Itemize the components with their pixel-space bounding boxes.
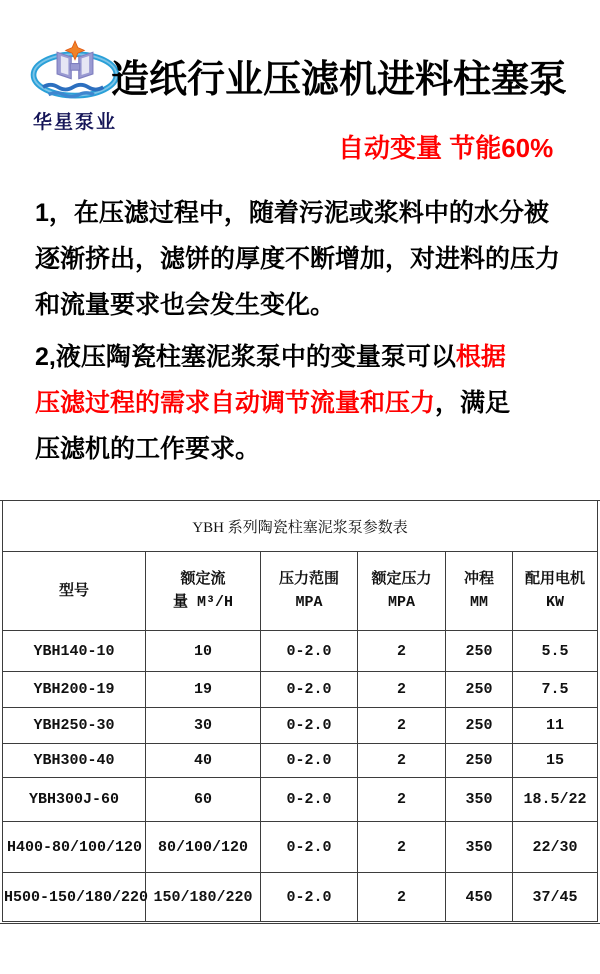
paragraph-line: [35, 334, 510, 380]
table-row: [3, 672, 598, 708]
table-row: [3, 873, 598, 922]
spec-table: [2, 500, 598, 922]
paragraph-line: [35, 426, 510, 472]
value-cell: 450: [446, 873, 513, 922]
paragraph-line: [35, 236, 560, 282]
paragraph-2: [35, 334, 510, 472]
body-text: 1，在压滤过程中，随着污泥或浆料中的水分被: [35, 199, 549, 227]
value-cell: 5.5: [513, 631, 598, 672]
value-cell: 2: [358, 708, 446, 744]
paragraph-1: [35, 190, 560, 328]
value-cell: 2: [358, 631, 446, 672]
value-cell: 250: [446, 708, 513, 744]
table-title: YBH 系列陶瓷柱塞泥浆泵参数表: [3, 501, 598, 552]
body-text: 和流量要求也会发生变化。: [35, 291, 336, 319]
tagline: 自动变量 节能60%: [338, 133, 554, 163]
model-cell: YBH140-10: [3, 631, 146, 672]
value-cell: 250: [446, 672, 513, 708]
table-bottom-rule: [0, 923, 600, 924]
column-header: 额定压力 MPA: [358, 552, 446, 631]
table-row: [3, 744, 598, 778]
value-cell: 0-2.0: [261, 822, 358, 873]
value-cell: 15: [513, 744, 598, 778]
highlight-text: 根据: [455, 343, 506, 371]
value-cell: 10: [146, 631, 261, 672]
table-row: [3, 708, 598, 744]
column-header: 冲程 MM: [446, 552, 513, 631]
paragraph-line: [35, 282, 560, 328]
value-cell: 350: [446, 778, 513, 822]
value-cell: 7.5: [513, 672, 598, 708]
table-row: [3, 631, 598, 672]
value-cell: 2: [358, 822, 446, 873]
model-cell: YBH300J-60: [3, 778, 146, 822]
model-cell: H500-150/180/220: [3, 873, 146, 922]
value-cell: 2: [358, 873, 446, 922]
value-cell: 0-2.0: [261, 873, 358, 922]
value-cell: 18.5/22: [513, 778, 598, 822]
value-cell: 0-2.0: [261, 672, 358, 708]
value-cell: 250: [446, 744, 513, 778]
huaxing-pump-logo-icon: [28, 40, 122, 106]
column-header: 配用电机 KW: [513, 552, 598, 631]
spec-table-grid: [2, 500, 598, 922]
table-row: [3, 778, 598, 822]
column-header: 压力范围 MPA: [261, 552, 358, 631]
body-text: ，满足: [435, 389, 511, 417]
value-cell: 60: [146, 778, 261, 822]
value-cell: 150/180/220: [146, 873, 261, 922]
body-text: 压滤机的工作要求。: [35, 435, 261, 463]
value-cell: 37/45: [513, 873, 598, 922]
value-cell: 2: [358, 672, 446, 708]
model-cell: H400-80/100/120: [3, 822, 146, 873]
model-cell: YBH200-19: [3, 672, 146, 708]
value-cell: 22/30: [513, 822, 598, 873]
table-row: [3, 822, 598, 873]
value-cell: 80/100/120: [146, 822, 261, 873]
table-header-row: [3, 552, 598, 631]
value-cell: 30: [146, 708, 261, 744]
value-cell: 0-2.0: [261, 744, 358, 778]
value-cell: 19: [146, 672, 261, 708]
body-text: 2,液压陶瓷柱塞泥浆泵中的变量泵可以: [35, 343, 456, 371]
value-cell: 11: [513, 708, 598, 744]
value-cell: 0-2.0: [261, 778, 358, 822]
value-cell: 2: [358, 778, 446, 822]
model-cell: YBH250-30: [3, 708, 146, 744]
value-cell: 0-2.0: [261, 631, 358, 672]
value-cell: 250: [446, 631, 513, 672]
paragraph-line: [35, 190, 560, 236]
value-cell: 350: [446, 822, 513, 873]
brand-name: 华星泵业: [32, 112, 117, 133]
model-cell: YBH300-40: [3, 744, 146, 778]
value-cell: 2: [358, 744, 446, 778]
body-text: 逐渐挤出，滤饼的厚度不断增加，对进料的压力: [35, 245, 561, 273]
highlight-text: 压滤过程的需求自动调节流量和压力: [35, 389, 436, 417]
value-cell: 40: [146, 744, 261, 778]
value-cell: 0-2.0: [261, 708, 358, 744]
paragraph-line: [35, 380, 510, 426]
column-header: 型号: [3, 552, 146, 631]
page-title: 造纸行业压滤机进料柱塞泵: [111, 59, 568, 101]
column-header: 额定流 量 M³/H: [146, 552, 261, 631]
brand-logo: [25, 40, 125, 134]
table-title-row: [3, 501, 598, 552]
